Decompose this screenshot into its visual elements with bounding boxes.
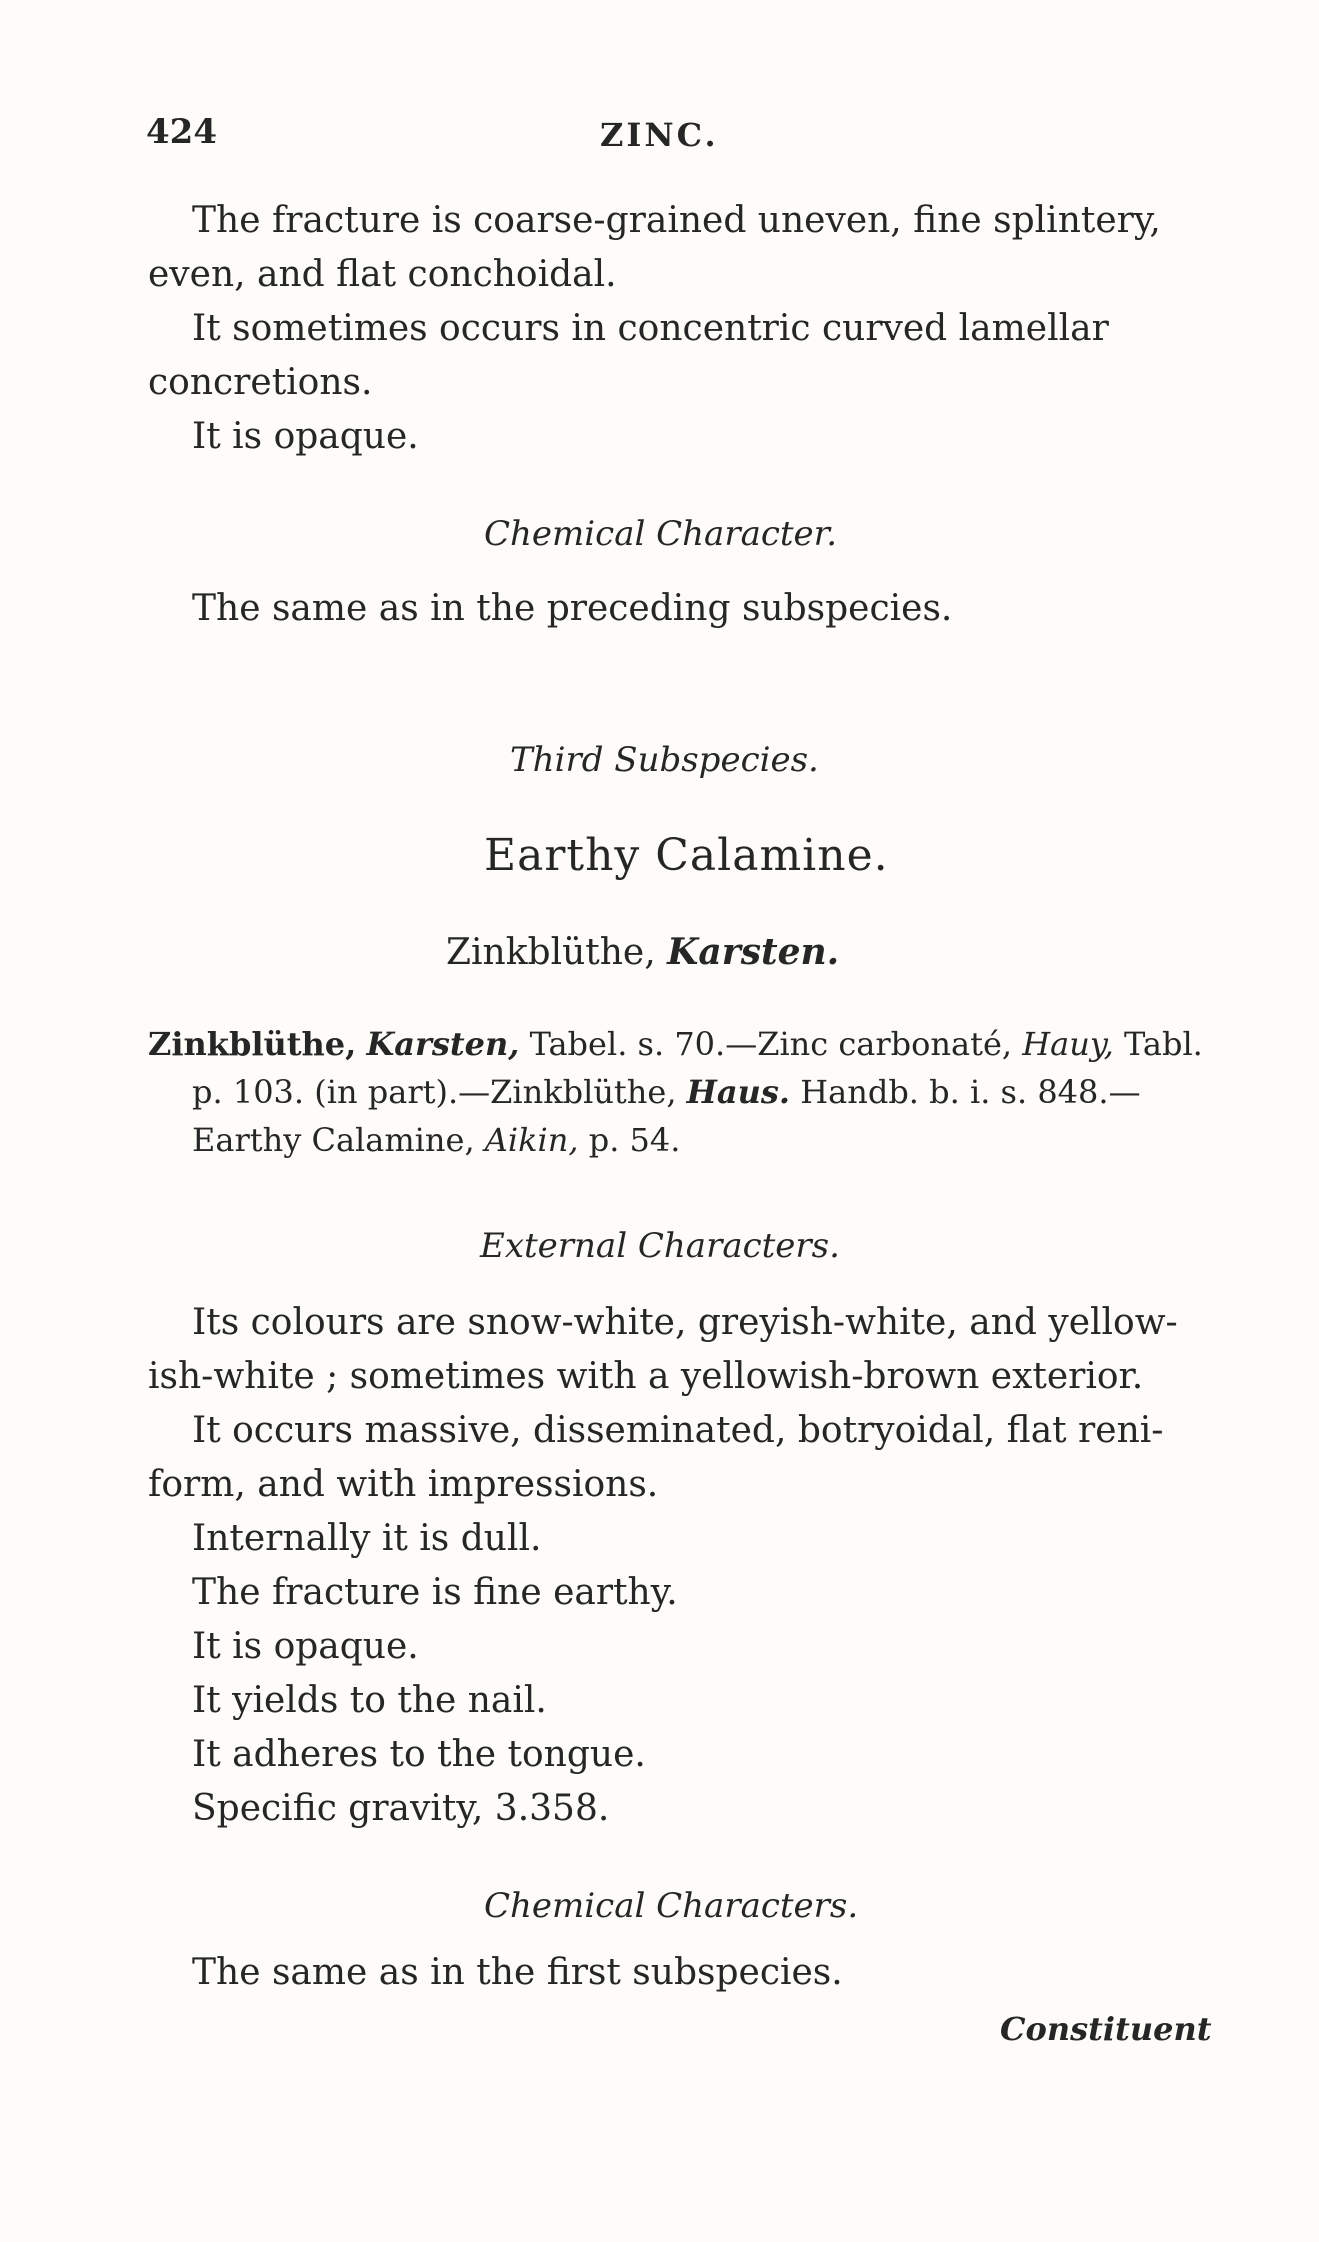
text-line: It occurs massive, disseminated, botryoidal, flat reni-: [192, 1410, 1164, 1451]
synonymy-line: [192, 1068, 1141, 1116]
synonym-text: Earthy Calamine,: [192, 1121, 475, 1159]
running-title: ZINC.: [600, 116, 719, 154]
text-line: form, and with impressions.: [148, 1464, 659, 1505]
german-name-author: Karsten.: [667, 931, 840, 973]
text-line: The same as in the first subspecies.: [192, 1952, 843, 1993]
text-line: concretions.: [148, 362, 373, 403]
synonym-text: Tabl.: [1124, 1025, 1203, 1063]
synonymy-line: [148, 1020, 1203, 1068]
text-line: The fracture is coarse-grained uneven, fine splintery,: [192, 200, 1161, 241]
text-line: The same as in the preceding subspecies.: [192, 588, 953, 629]
synonym-name: Zinkblüthe,: [148, 1025, 357, 1063]
text-line: It is opaque.: [192, 1626, 419, 1667]
german-name: [446, 926, 839, 979]
text-line: It sometimes occurs in concentric curved lamellar: [192, 308, 1109, 349]
synonym-text: Handb. b. i. s. 848.—: [800, 1073, 1141, 1111]
synonym-author: Karsten,: [366, 1025, 520, 1063]
synonym-author: Hauy,: [1022, 1025, 1114, 1063]
synonym-text: p. 54.: [588, 1121, 681, 1159]
synonym-author: Haus.: [686, 1073, 791, 1111]
catchword: Constituent: [1000, 2010, 1212, 2048]
text-line: even, and flat conchoidal.: [148, 254, 617, 295]
synonym-author: Aikin,: [484, 1121, 579, 1159]
section-heading-external-characters: External Characters.: [480, 1226, 840, 1266]
text-line: It is opaque.: [192, 416, 419, 457]
text-line: Its colours are snow-white, greyish-white, and yellow-: [192, 1302, 1178, 1343]
text-line: Specific gravity, 3.358.: [192, 1788, 610, 1829]
synonym-text: Tabel. s. 70.—Zinc carbonaté,: [529, 1025, 1013, 1063]
synonymy-line: [192, 1116, 680, 1164]
german-name-text: Zinkblüthe,: [446, 932, 656, 973]
text-line: It adheres to the tongue.: [192, 1734, 646, 1775]
section-heading-chemical-character: Chemical Character.: [484, 514, 837, 554]
text-line: The fracture is fine earthy.: [192, 1572, 678, 1613]
synonym-text: p. 103. (in part).—Zinkblüthe,: [192, 1073, 677, 1111]
subspecies-heading: Third Subspecies.: [510, 740, 819, 780]
text-line: It yields to the nail.: [192, 1680, 547, 1721]
text-line: Internally it is dull.: [192, 1518, 542, 1559]
section-heading-chemical-characters: Chemical Characters.: [484, 1886, 859, 1926]
text-line: ish-white ; sometimes with a yellowish-brown exterior.: [148, 1356, 1144, 1397]
subspecies-name: Earthy Calamine.: [484, 830, 889, 881]
page-number: 424: [146, 112, 217, 152]
